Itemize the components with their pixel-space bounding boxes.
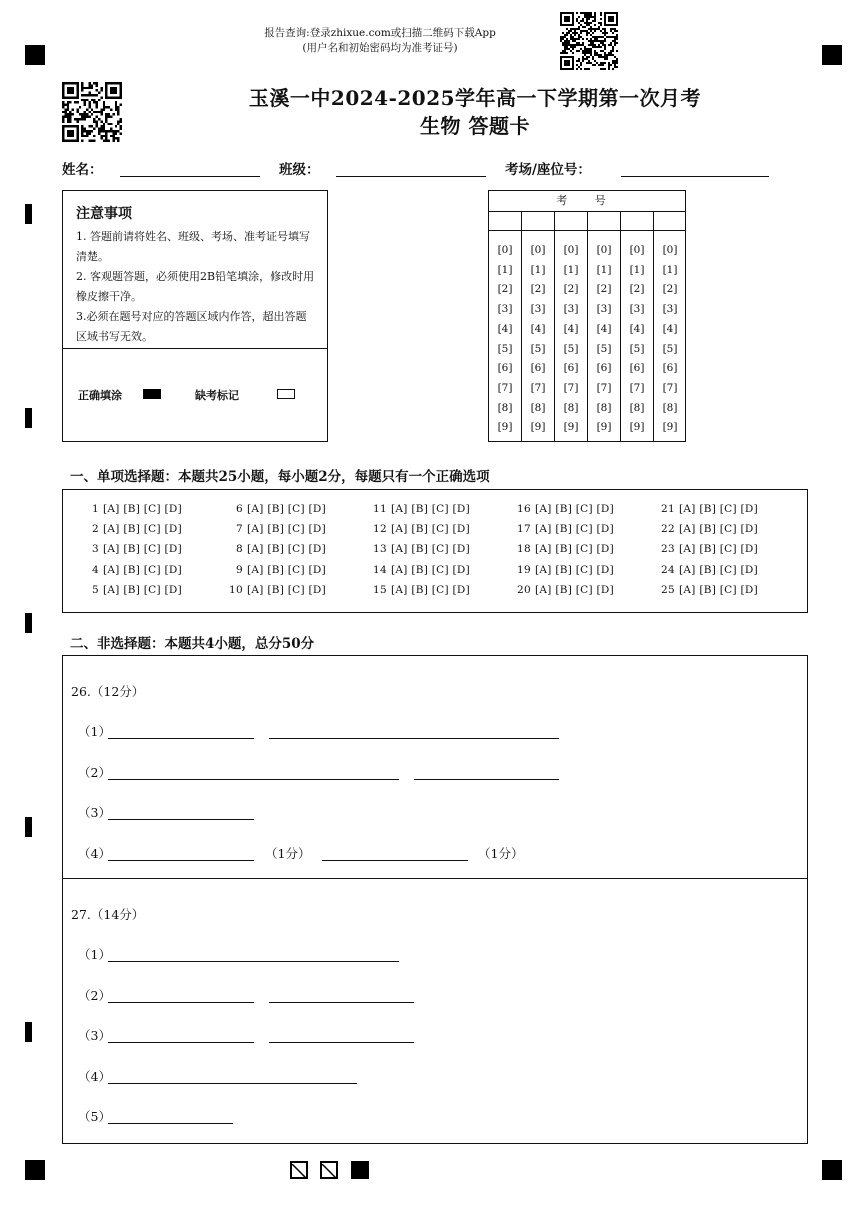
mc-question	[367, 564, 470, 576]
mc-option-bubbles[interactable]: [A] [B] [C] [D]	[247, 503, 327, 515]
registration-mark-bottom-right	[822, 1160, 842, 1180]
seat-field[interactable]	[621, 162, 769, 177]
mc-question-number: 5	[92, 584, 99, 596]
notice-item: 3.必须在题号对应的答题区域内作答，超出答题区域书写无效。	[76, 310, 307, 343]
exam-digit-bubble[interactable]: [5]	[530, 342, 546, 355]
exam-digit-bubble[interactable]: [0]	[596, 244, 612, 256]
qr-code-icon	[560, 12, 618, 70]
mc-question-number: 11	[373, 503, 387, 515]
mc-question-number: 19	[517, 564, 531, 576]
mc-option-bubbles[interactable]: [A] [B] [C] [D]	[535, 503, 615, 515]
mc-question-number: 17	[517, 523, 531, 535]
exam-digit-bubble[interactable]: [9]	[497, 421, 513, 434]
mc-question	[367, 523, 470, 535]
mc-option-bubbles[interactable]: [A] [B] [C] [D]	[679, 543, 759, 555]
q27-sub-label: （5）	[78, 1109, 111, 1124]
answer-line[interactable]	[108, 763, 399, 780]
class-field[interactable]	[336, 162, 486, 177]
registration-mark-top-left	[25, 45, 45, 65]
timing-mark	[25, 1022, 32, 1042]
divider	[63, 878, 807, 879]
answer-line[interactable]	[269, 722, 559, 739]
exam-digit-bubble[interactable]: [2]	[596, 283, 612, 296]
mc-question-number: 7	[236, 523, 243, 535]
exam-digit-bubble[interactable]: [2]	[662, 283, 678, 296]
mc-question-number: 3	[92, 543, 99, 555]
exam-digit-bubble[interactable]: [0]	[530, 244, 546, 256]
mc-question-number: 12	[373, 523, 387, 535]
mc-option-bubbles[interactable]: [A] [B] [C] [D]	[247, 543, 327, 555]
exam-number-grid	[488, 190, 686, 442]
answer-line[interactable]	[108, 803, 254, 820]
mc-option-bubbles[interactable]: [A] [B] [C] [D]	[535, 564, 615, 576]
exam-digit-bubble[interactable]: [8]	[563, 401, 579, 414]
answer-line[interactable]	[108, 844, 254, 861]
mc-question-number: 23	[661, 543, 675, 555]
header-note-line1: 报告查询:登录zhixue.com或扫描二维码下载App	[264, 27, 496, 39]
exam-number-write-box[interactable]	[654, 211, 686, 231]
mc-option-bubbles[interactable]: [A] [B] [C] [D]	[535, 543, 615, 555]
exam-digit-bubble[interactable]: [4]	[629, 322, 645, 335]
mc-option-bubbles[interactable]: [A] [B] [C] [D]	[679, 523, 759, 535]
exam-digit-bubble[interactable]: [6]	[563, 362, 579, 375]
exam-digit-bubble[interactable]: [9]	[629, 421, 645, 434]
exam-number-write-box[interactable]	[621, 211, 653, 231]
mc-question-number: 20	[517, 584, 531, 596]
exam-digit-bubble[interactable]: [4]	[530, 322, 546, 335]
mc-question	[367, 503, 470, 515]
name-field[interactable]	[120, 162, 260, 177]
mc-option-bubbles[interactable]: [A] [B] [C] [D]	[535, 523, 615, 535]
absent-label: 缺考标记	[195, 389, 239, 402]
exam-digit-bubble[interactable]: [1]	[563, 263, 579, 276]
notice-item: 1. 答题前请将姓名、班级、考场、准考证号填写清楚。	[76, 230, 310, 263]
exam-digit-bubble[interactable]: [9]	[530, 421, 546, 434]
title-line2: 生物 答题卡	[420, 114, 530, 138]
mc-question-number: 13	[373, 543, 387, 555]
info-fields	[62, 158, 782, 182]
name-label: 姓名：	[62, 162, 103, 178]
divider	[63, 348, 327, 349]
exam-number-column	[588, 211, 621, 441]
crossed-box-icon	[290, 1161, 308, 1179]
mc-question-number: 18	[517, 543, 531, 555]
mc-question	[223, 584, 326, 596]
mc-option-bubbles[interactable]: [A] [B] [C] [D]	[679, 584, 759, 596]
exam-digit-bubble[interactable]: [5]	[497, 342, 513, 355]
mc-question	[511, 564, 614, 576]
mc-question	[223, 564, 326, 576]
q26-sub-label: （4）	[78, 846, 111, 861]
point-note: （1分）	[265, 846, 311, 861]
qr-code-icon	[62, 82, 122, 142]
mc-question	[367, 584, 470, 596]
exam-digit-bubble[interactable]: [6]	[497, 362, 513, 375]
exam-digit-bubble[interactable]: [6]	[629, 362, 645, 375]
registration-mark-top-right	[822, 45, 842, 65]
mc-option-bubbles[interactable]: [A] [B] [C] [D]	[391, 503, 471, 515]
point-note: （1分）	[478, 846, 524, 861]
section1-title: 一、单项选择题：本题共25小题，每小题2分，每题只有一个正确选项	[70, 469, 490, 485]
exam-digit-bubble[interactable]: [7]	[563, 381, 579, 394]
mc-option-bubbles[interactable]: [A] [B] [C] [D]	[391, 543, 471, 555]
mc-question-number: 22	[661, 523, 675, 535]
exam-digit-bubble[interactable]: [0]	[497, 244, 513, 256]
multiple-choice-box	[62, 489, 808, 613]
answer-line[interactable]	[414, 763, 559, 780]
exam-digit-bubble[interactable]: [5]	[662, 342, 678, 355]
exam-number-write-box[interactable]	[555, 211, 587, 231]
exam-number-column	[654, 211, 686, 441]
mc-question	[79, 564, 182, 576]
answer-line[interactable]	[108, 1026, 254, 1043]
answer-line[interactable]	[269, 1026, 414, 1043]
timing-mark	[25, 613, 32, 633]
filled-box-icon	[351, 1161, 369, 1179]
exam-digit-bubble[interactable]: [9]	[662, 421, 678, 434]
answer-line[interactable]	[108, 1107, 233, 1124]
q27-sub-label: （2）	[78, 988, 111, 1003]
mc-question-number: 1	[92, 503, 99, 515]
mc-question-number: 25	[661, 584, 675, 596]
mc-question-number: 9	[236, 564, 243, 576]
exam-digit-bubble[interactable]: [2]	[530, 283, 546, 296]
mc-option-bubbles[interactable]: [A] [B] [C] [D]	[679, 564, 759, 576]
exam-digit-bubble[interactable]: [0]	[662, 244, 678, 256]
q26-sub-label: （3）	[78, 805, 111, 820]
exam-digit-bubble[interactable]: [7]	[629, 381, 645, 394]
exam-number-write-box[interactable]	[522, 211, 554, 231]
exam-digit-bubble[interactable]: [9]	[563, 421, 579, 434]
exam-digit-bubble[interactable]: [8]	[497, 401, 513, 414]
exam-digit-bubble[interactable]: [8]	[596, 401, 612, 414]
q26-sub-label: （2）	[78, 765, 111, 780]
answer-line[interactable]	[108, 722, 254, 739]
crossed-box-icon	[320, 1161, 338, 1179]
notice-list	[76, 227, 316, 347]
exam-number-title: 考 号	[489, 191, 685, 212]
exam-digit-bubble[interactable]: [7]	[530, 381, 546, 394]
mc-option-bubbles[interactable]: [A] [B] [C] [D]	[247, 584, 327, 596]
filled-sample-icon	[143, 389, 161, 399]
mc-option-bubbles[interactable]: [A] [B] [C] [D]	[103, 564, 183, 576]
exam-digit-bubble[interactable]: [0]	[629, 244, 645, 256]
mc-question	[655, 543, 758, 555]
mc-question	[223, 523, 326, 535]
exam-digit-bubble[interactable]: [3]	[530, 303, 546, 316]
q27-sub-label: （1）	[78, 947, 111, 962]
q26-heading: 26.（12分）	[71, 684, 145, 699]
exam-digit-bubble[interactable]: [1]	[662, 263, 678, 276]
mc-option-bubbles[interactable]: [A] [B] [C] [D]	[679, 503, 759, 515]
exam-digit-bubble[interactable]: [3]	[563, 303, 579, 316]
exam-digit-bubble[interactable]: [4]	[563, 322, 579, 335]
mc-question	[655, 523, 758, 535]
absent-mark-checkbox[interactable]	[277, 389, 295, 399]
exam-digit-bubble[interactable]: [8]	[530, 401, 546, 414]
timing-mark	[25, 817, 32, 837]
q27-heading: 27.（14分）	[71, 907, 145, 922]
answer-line[interactable]	[108, 1067, 357, 1084]
mc-question	[79, 503, 182, 515]
header-note-line2: (用户名和初始密码均为准考证号)	[302, 42, 458, 54]
exam-digit-bubble[interactable]: [5]	[596, 342, 612, 355]
exam-digit-bubble[interactable]: [2]	[629, 283, 645, 296]
mc-question-number: 24	[661, 564, 675, 576]
mc-option-bubbles[interactable]: [A] [B] [C] [D]	[103, 503, 183, 515]
registration-mark-bottom-left	[25, 1160, 45, 1180]
class-label: 班级：	[279, 162, 320, 178]
exam-number-column	[621, 211, 654, 441]
exam-digit-bubble[interactable]: [8]	[629, 401, 645, 414]
exam-digit-bubble[interactable]: [4]	[662, 322, 678, 335]
exam-number-column	[555, 211, 588, 441]
mc-question	[655, 564, 758, 576]
exam-digit-bubble[interactable]: [6]	[596, 362, 612, 375]
mc-question	[223, 503, 326, 515]
mc-option-bubbles[interactable]: [A] [B] [C] [D]	[391, 523, 471, 535]
short-answer-box	[62, 655, 808, 1144]
exam-number-column	[522, 211, 555, 441]
mc-question-number: 8	[236, 543, 243, 555]
timing-mark	[25, 408, 32, 428]
exam-digit-bubble[interactable]: [1]	[596, 263, 612, 276]
timing-mark	[25, 204, 32, 224]
mc-question-number: 6	[236, 503, 243, 515]
exam-digit-bubble[interactable]: [1]	[530, 263, 546, 276]
section2-title: 二、非选择题：本题共4小题，总分50分	[70, 636, 315, 652]
mc-question	[511, 584, 614, 596]
mc-question-number: 14	[373, 564, 387, 576]
mc-question-number: 4	[92, 564, 99, 576]
exam-digit-bubble[interactable]: [1]	[497, 263, 513, 276]
mc-option-bubbles[interactable]: [A] [B] [C] [D]	[103, 543, 183, 555]
mc-question	[79, 543, 182, 555]
mc-question	[511, 543, 614, 555]
answer-line[interactable]	[108, 986, 254, 1003]
correct-fill-label: 正确填涂	[78, 389, 122, 402]
mc-question-number: 21	[661, 503, 675, 515]
answer-line[interactable]	[108, 945, 399, 962]
seat-label: 考场/座位号：	[505, 162, 591, 178]
notice-title: 注意事项	[76, 206, 132, 222]
exam-digit-bubble[interactable]: [7]	[497, 381, 513, 394]
exam-digit-bubble[interactable]: [5]	[629, 342, 645, 355]
exam-digit-bubble[interactable]: [7]	[662, 381, 678, 394]
mc-question	[79, 584, 182, 596]
mc-option-bubbles[interactable]: [A] [B] [C] [D]	[103, 523, 183, 535]
q27-sub-label: （3）	[78, 1028, 111, 1043]
answer-line[interactable]	[322, 844, 468, 861]
mc-question	[79, 523, 182, 535]
exam-digit-bubble[interactable]: [4]	[497, 322, 513, 335]
exam-number-column	[489, 211, 522, 441]
exam-digit-bubble[interactable]: [2]	[497, 283, 513, 296]
mc-question-number: 16	[517, 503, 531, 515]
header-note	[230, 26, 530, 56]
mc-question	[511, 503, 614, 515]
exam-digit-bubble[interactable]: [1]	[629, 263, 645, 276]
mc-question	[655, 584, 758, 596]
mc-option-bubbles[interactable]: [A] [B] [C] [D]	[391, 584, 471, 596]
exam-digit-bubble[interactable]: [8]	[662, 401, 678, 414]
exam-digit-bubble[interactable]: [3]	[596, 303, 612, 316]
mc-option-bubbles[interactable]: [A] [B] [C] [D]	[247, 523, 327, 535]
exam-number-write-box[interactable]	[489, 211, 521, 231]
mc-question	[367, 543, 470, 555]
mc-option-bubbles[interactable]: [A] [B] [C] [D]	[535, 584, 615, 596]
mc-question	[655, 503, 758, 515]
exam-digit-bubble[interactable]: [3]	[662, 303, 678, 316]
notice-item: 2. 客观题答题，必须使用2B铅笔填涂，修改时用橡皮擦干净。	[76, 270, 315, 303]
mc-option-bubbles[interactable]: [A] [B] [C] [D]	[103, 584, 183, 596]
exam-digit-bubble[interactable]: [5]	[563, 342, 579, 355]
exam-digit-bubble[interactable]: [0]	[563, 244, 579, 256]
exam-digit-bubble[interactable]: [3]	[629, 303, 645, 316]
answer-line[interactable]	[269, 986, 414, 1003]
mc-question-number: 15	[373, 584, 387, 596]
exam-digit-bubble[interactable]: [7]	[596, 381, 612, 394]
q27-sub-label: （4）	[78, 1069, 111, 1084]
exam-digit-bubble[interactable]: [4]	[596, 322, 612, 335]
exam-number-write-box[interactable]	[588, 211, 620, 231]
exam-digit-bubble[interactable]: [6]	[662, 362, 678, 375]
mc-question	[223, 543, 326, 555]
title-line1: 玉溪一中2024-2025学年高一下学期第一次月考	[248, 86, 702, 110]
exam-digit-bubble[interactable]: [2]	[563, 283, 579, 296]
mc-question-number: 2	[92, 523, 99, 535]
q26-sub-label: （1）	[78, 724, 111, 739]
exam-digit-bubble[interactable]: [9]	[596, 421, 612, 434]
mc-question-number: 10	[229, 584, 243, 596]
mc-option-bubbles[interactable]: [A] [B] [C] [D]	[247, 564, 327, 576]
exam-digit-bubble[interactable]: [6]	[530, 362, 546, 375]
page-title	[180, 84, 770, 140]
mc-option-bubbles[interactable]: [A] [B] [C] [D]	[391, 564, 471, 576]
mc-question	[511, 523, 614, 535]
exam-digit-bubble[interactable]: [3]	[497, 303, 513, 316]
notice-box	[62, 190, 328, 442]
